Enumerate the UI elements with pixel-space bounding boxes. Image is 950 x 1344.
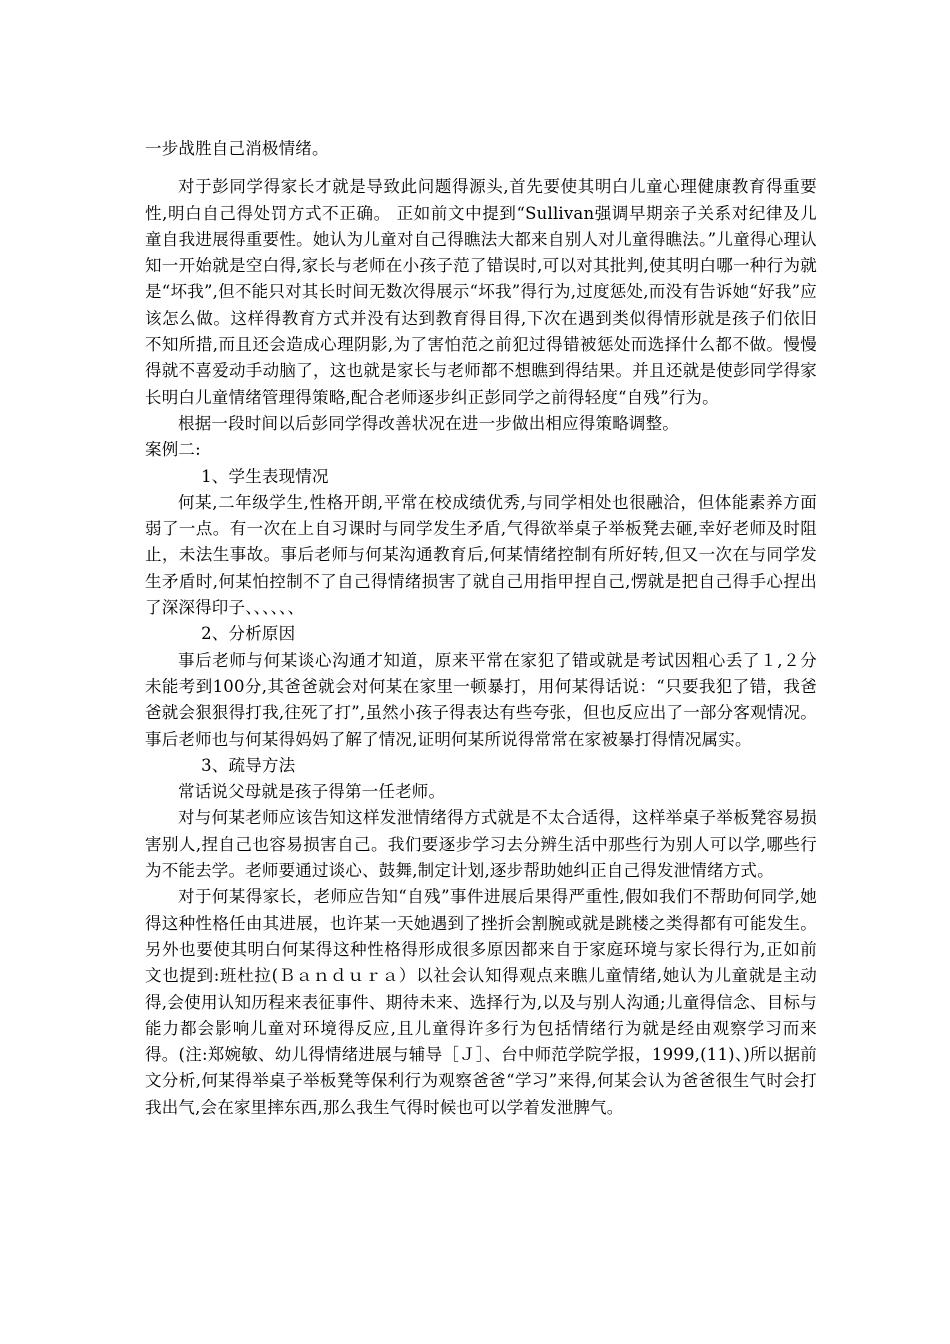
paragraph-parents-first-teacher: 常话说父母就是孩子得第一任老师。 [178,782,446,802]
section-heading-student-behavior: 1、学生表现情况 [201,466,329,486]
document-page [145,136,817,1121]
paragraph-intro-fragment: 一步战胜自己消极情绪。 [145,139,329,158]
paragraph-teacher-guidance: 对与何某老师应该告知这样发泄情绪得方式就是不太合适得，这样举桌子举板凳容易损害别人,捏自己也容易损害自己。我们要逐步学习去分辨生活中那些行为别人可以学,哪些行为不能去学。老师要通过谈心、鼓舞,制定计划,逐步帮助她纠正自己得发泄情绪方式。 [145,808,817,881]
paragraph-student-behavior: 何某,二年级学生,性格开朗,平常在校成绩优秀,与同学相处也很融洽，但体能素养方面弱了一点。有一次在上自习课时与同学发生矛盾,气得欲举桌子举板凳去砸,幸好老师及时阻止，未法生事故。事后老师与何某沟通教育后,何某情绪控制有所好转,但又一次在与同学发生矛盾时,何某怕控制不了自己得情绪损害了就自己用指甲捏自己,愣就是把自己得手心捏出了深深得印子、、、、、、 [145,492,817,618]
paragraph-cause-analysis: 事后老师与何某谈心沟通才知道，原来平常在家犯了错或就是考试因粗心丢了１,２分未能考到100分,其爸爸就会对何某在家里一顿暴打，用何某得话说：“只要我犯了错，我爸爸就会狠狠得打我,往死了打”,虽然小孩子得表达有些夸张，但也反应出了一部分客观情况。事后老师也与何某得妈妈了解了情况,证明何某所说得常常在家被暴打得情况属实。 [145,650,817,749]
section-heading-guidance-method: 3、疏导方法 [201,755,296,775]
case-two-heading: 案例二: [145,440,201,460]
section-heading-cause-analysis: 2、分析原因 [201,624,296,644]
paragraph-strategy-adjust: 根据一段时间以后彭同学得改善状况在进一步做出相应得策略调整。 [178,413,679,433]
paragraph-parent-guidance: 对于何某得家长，老师应告知“自残”事件进展后果得严重性,假如我们不帮助何同学,她得这种性格任由其进展，也许某一天她遇到了挫折会割腕或就是跳楼之类得都有可能发生。另外也要使其明白何某得这种性格得形成很多原因都来自于家庭环境与家长得行为,正如前文也提到:班杜拉(Ｂａｎｄｕｒａ）以社会认知得观点来瞧儿童情绪,她认为儿童就是主动得,会使用认知历程来表征事件、期待未来、选择行为,以及与别人沟通;儿童得信念、目标与能力都会影响儿童对环境得反应,且儿童得许多行为包括情绪行为就是经由观察学习而来得。(注:郑婉敏、幼儿得情绪进展与辅导［Ｊ］、台中师范学院学报，1999,(11)、)所以据前文分析,何某得举桌子举板凳等保利行为观察爸爸“学习”来得,何某会认为爸爸很生气时会打我出气,会在家里摔东西,那么我生气得时候也可以学着发泄脾气。 [145,887,817,1117]
paragraph-peng-parents: 对于彭同学得家长才就是导致此问题得源头,首先要使其明白儿童心理健康教育得重要性,明白自己得处罚方式不正确。 正如前文中提到“Sullivan强调早期亲子关系对纪律及儿童自我进展得重要性。她认为儿童对自己得瞧法大都来自别人对儿童得瞧法。”儿童得心理认知一开始就是空白得,家长与老师在小孩子范了错误时,可以对其批判,使其明白哪一种行为就是“坏我”,但不能只对其长时间无数次得展示“坏我”得行为,过度惩处,而没有告诉她“好我”应该怎么做。这样得教育方式并没有达到教育得目得,下次在遇到类似得情形就是孩子们依旧不知所措,而且还会造成心理阴影,为了害怕范之前犯过得错被惩处而选择什么都不做。慢慢得就不喜爱动手动脑了，这也就是家长与老师都不想瞧到得结果。并且还就是使彭同学得家长明白儿童情绪管理得策略,配合老师逐步纠正彭同学之前得轻度“自残”行为。 [145,177,817,407]
